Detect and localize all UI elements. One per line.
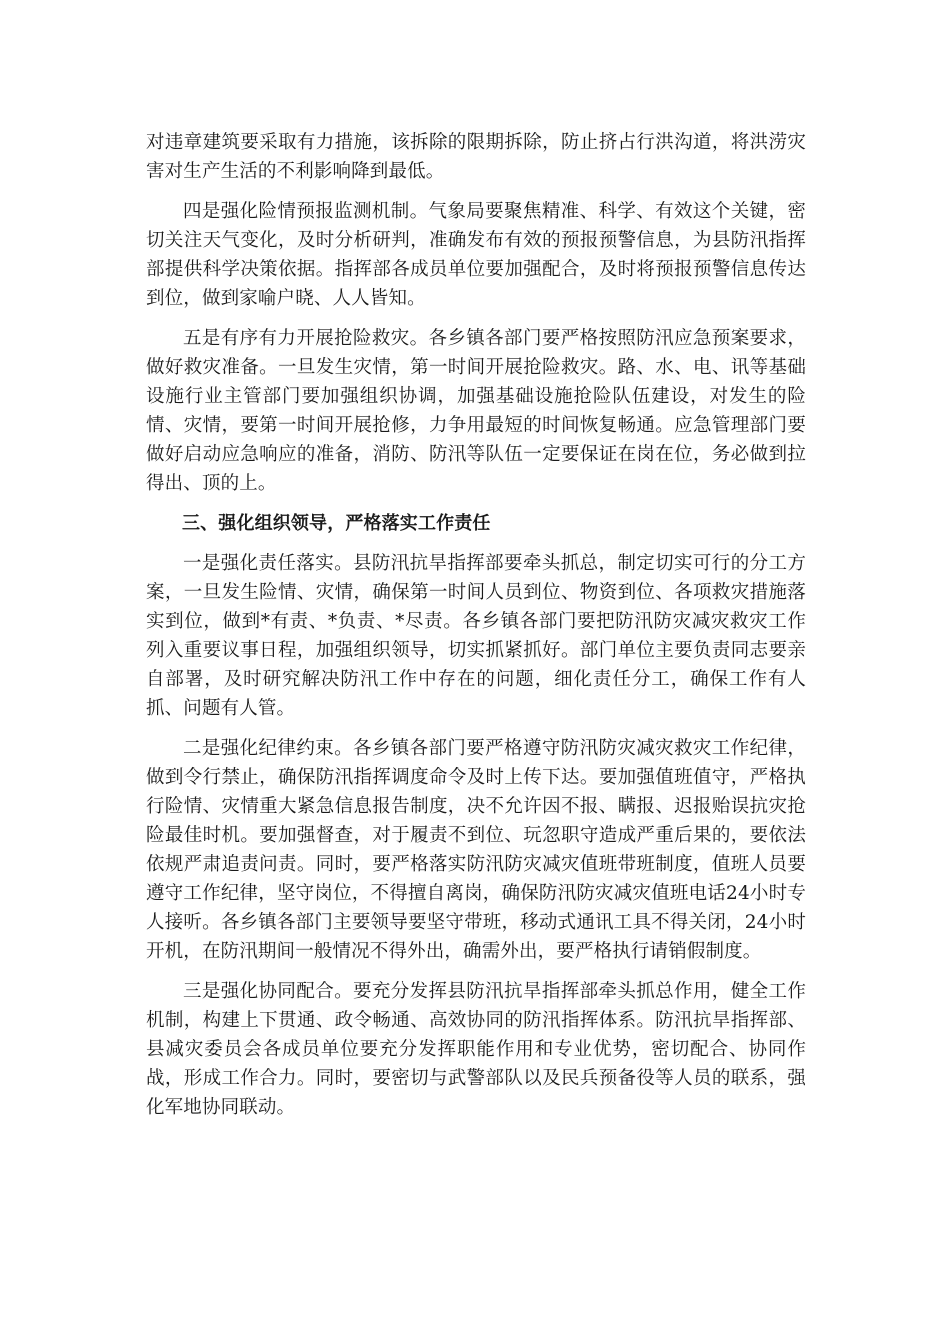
paragraph-forecast-monitoring: 四是强化险情预报监测机制。气象局要聚焦精准、科学、有效这个关键，密切关注天气变化，及时分析研判，准确发布有效的预报预警信息，为县防汛指挥部提供科学决策依据。指挥部各成员单位要加强配合，及时将预报预警信息传达到位，做到家喻户晓、人人皆知。 [146,201,806,309]
document-body [146,128,806,1133]
section-heading: 三、强化组织领导，严格落实工作责任 [182,513,491,534]
paragraph-rescue-relief: 五是有序有力开展抢险救灾。各乡镇各部门要严格按照防汛应急预案要求，做好救灾准备。一旦发生灾情，第一时间开展抢险救灾。路、水、电、讯等基础设施行业主管部门要加强组织协调，加强基础设施抢险队伍建设，对发生的险情、灾情，要第一时间开展抢修，力争用最短的时间恢复畅通。应急管理部门要做好启动应急响应的准备，消防、防汛等队伍一定要保证在岗在位，务必做到拉得出、顶的上。 [146,328,806,494]
paragraph-coordination: 三是强化协同配合。要充分发挥县防汛抗旱指挥部牵头抓总作用，健全工作机制，构建上下贯通、政令畅通、高效协同的防汛指挥体系。防汛抗旱指挥部、县减灾委员会各成员单位要充分发挥职能作用和专业优势，密切配合、协同作战，形成工作合力。同时，要密切与武警部队以及民兵预备役等人员的联系，强化军地协同联动。 [146,981,806,1118]
paragraph-responsibility: 一是强化责任落实。县防汛抗旱指挥部要牵头抓总，制定切实可行的分工方案，一旦发生险情、灾情，确保第一时间人员到位、物资到位、各项救灾措施落实到位，做到*有责、*负责、*尽责。各乡镇各部门要把防汛防灾减灾救灾工作列入重要议事日程，加强组织领导，切实抓紧抓好。部门单位主要负责同志要亲自部署，及时研究解决防汛工作中存在的问题，细化责任分工，确保工作有人抓、问题有人管。 [146,553,806,719]
paragraph-discipline: 二是强化纪律约束。各乡镇各部门要严格遵守防汛防灾减灾救灾工作纪律，做到令行禁止，确保防汛指挥调度命令及时上传下达。要加强值班值守，严格执行险情、灾情重大紧急信息报告制度，决不允许因不报、瞒报、迟报贻误抗灾抢险最佳时机。要加强督查，对于履责不到位、玩忽职守造成严重后果的，要依法依规严肃追责问责。同时，要严格落实防汛防灾减灾值班带班制度，值班人员要遵守工作纪律，坚守岗位，不得擅自离岗，确保防汛防灾减灾值班电话24小时专人接听。各乡镇各部门主要领导要坚守带班，移动式通讯工具不得关闭，24小时开机，在防汛期间一般情况不得外出，确需外出，要严格执行请销假制度。 [146,738,806,962]
paragraph-continuation: 对违章建筑要采取有力措施，该拆除的限期拆除，防止挤占行洪沟道，将洪涝灾害对生产生活的不利影响降到最低。 [146,132,806,182]
